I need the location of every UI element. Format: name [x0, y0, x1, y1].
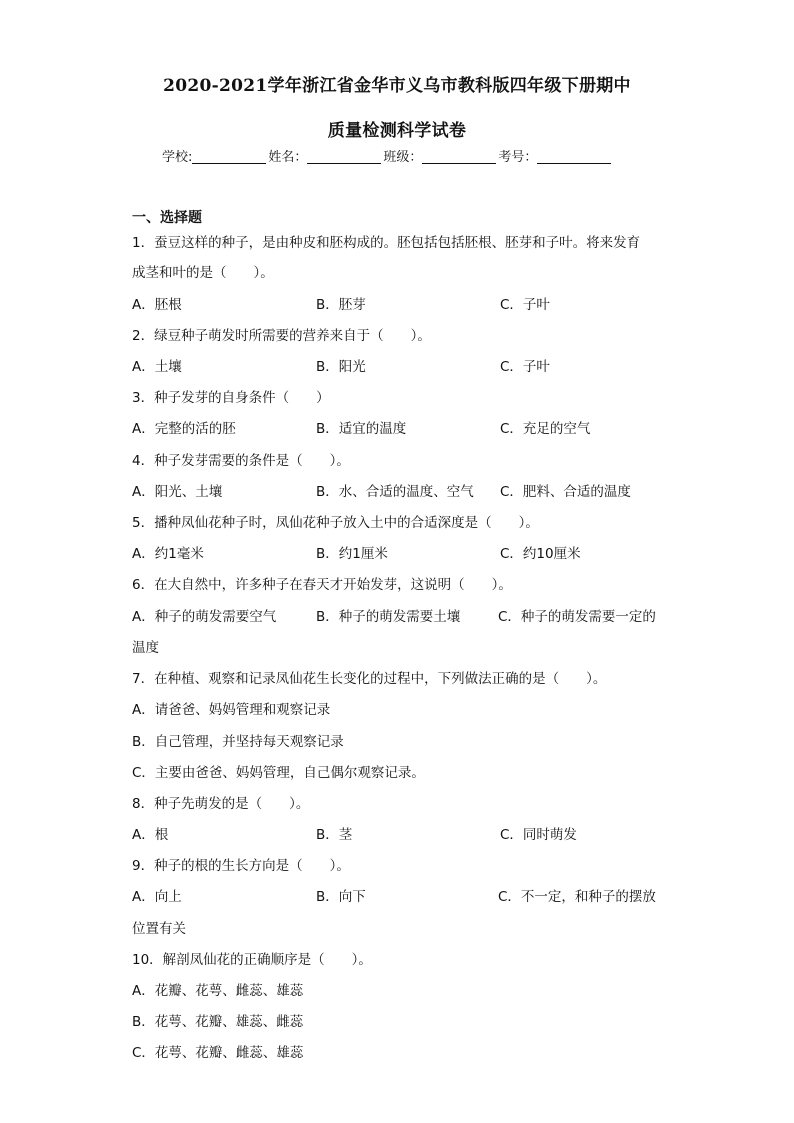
question-5-option-c: C．约10厘米	[500, 546, 581, 562]
question-7-option-a: A．请爸爸、妈妈管理和观察记录	[132, 702, 331, 718]
question-9-option-b: B．向下	[316, 889, 366, 905]
question-5-stem: 5．播种凤仙花种子时，凤仙花种子放入土中的合适深度是（ ）。	[132, 515, 539, 531]
question-8-stem: 8．种子先萌发的是（ ）。	[132, 796, 310, 812]
question-9-option-c: C．不一定，和种子的摆放	[498, 889, 656, 905]
question-4-option-b: B．水、合适的温度、空气	[316, 484, 474, 500]
school-label: 学校:	[162, 150, 193, 165]
class-blank[interactable]	[422, 150, 496, 164]
question-7-stem: 7．在种植、观察和记录凤仙花生长变化的过程中，下列做法正确的是（ ）。	[132, 671, 607, 687]
question-4-option-c: C．肥料、合适的温度	[500, 484, 631, 500]
question-6-stem: 6．在大自然中，许多种子在春天才开始发芽，这说明（ ）。	[132, 577, 512, 593]
section-title: 一、选择题	[132, 210, 202, 226]
question-4-stem: 4．种子发芽需要的条件是（ ）。	[132, 453, 350, 469]
question-3-option-c: C．充足的空气	[500, 421, 591, 437]
question-1-stem-line-1: 1．蚕豆这样的种子，是由种皮和胚构成的。胚包括包括胚根、胚芽和子叶。将来发育	[132, 235, 641, 251]
student-info-row	[162, 146, 613, 165]
question-9-option-c-wrap: 位置有关	[132, 921, 186, 937]
name-label: 姓名：	[268, 150, 308, 165]
question-9-stem: 9．种子的根的生长方向是（ ）。	[132, 858, 350, 874]
question-3-option-b: B．适宜的温度	[316, 421, 407, 437]
question-1-option-c: C．子叶	[500, 297, 550, 313]
question-1-option-b: B．胚芽	[316, 297, 366, 313]
question-8-option-b: B．茎	[316, 827, 353, 843]
question-6-option-a: A．种子的萌发需要空气	[132, 609, 277, 625]
question-3-option-a: A．完整的活的胚	[132, 421, 236, 437]
question-6-option-c-wrap: 温度	[132, 640, 159, 656]
question-4-option-a: A．阳光、土壤	[132, 484, 223, 500]
question-2-stem: 2．绿豆种子萌发时所需要的营养来自于（ ）。	[132, 328, 431, 344]
question-6-option-c: C．种子的萌发需要一定的	[498, 609, 656, 625]
question-7-option-c: C．主要由爸爸、妈妈管理，自己偶尔观察记录。	[132, 765, 425, 781]
question-3-stem: 3．种子发芽的自身条件（ ）	[132, 390, 330, 406]
question-6-option-b: B．种子的萌发需要土壤	[316, 609, 461, 625]
name-blank[interactable]	[307, 150, 381, 164]
exam-title-line-1: 2020-2021学年浙江省金华市义乌市教科版四年级下册期中	[163, 76, 631, 96]
question-5-option-b: B．约1厘米	[316, 546, 388, 562]
exam-title-line-2: 质量检测科学试卷	[327, 121, 467, 141]
class-label: 班级：	[383, 150, 423, 165]
question-2-option-c: C．子叶	[500, 359, 550, 375]
exam-number-blank[interactable]	[537, 150, 611, 164]
exam-number-label: 考号：	[498, 150, 538, 165]
question-10-option-b: B．花萼、花瓣、雄蕊、雌蕊	[132, 1014, 304, 1030]
question-10-option-a: A．花瓣、花萼、雌蕊、雄蕊	[132, 983, 304, 999]
question-1-option-a: A．胚根	[132, 297, 182, 313]
question-7-option-b: B．自己管理，并坚持每天观察记录	[132, 734, 344, 750]
question-10-option-c: C．花萼、花瓣、雌蕊、雄蕊	[132, 1045, 304, 1061]
question-10-stem: 10．解剖凤仙花的正确顺序是（ ）。	[132, 952, 372, 968]
school-blank[interactable]	[192, 150, 266, 164]
question-2-option-a: A．土壤	[132, 359, 182, 375]
question-8-option-a: A．根	[132, 827, 169, 843]
question-2-option-b: B．阳光	[316, 359, 366, 375]
question-8-option-c: C．同时萌发	[500, 827, 577, 843]
question-9-option-a: A．向上	[132, 889, 182, 905]
question-5-option-a: A．约1毫米	[132, 546, 204, 562]
question-1-stem-line-2: 成茎和叶的是（ ）。	[132, 265, 274, 281]
